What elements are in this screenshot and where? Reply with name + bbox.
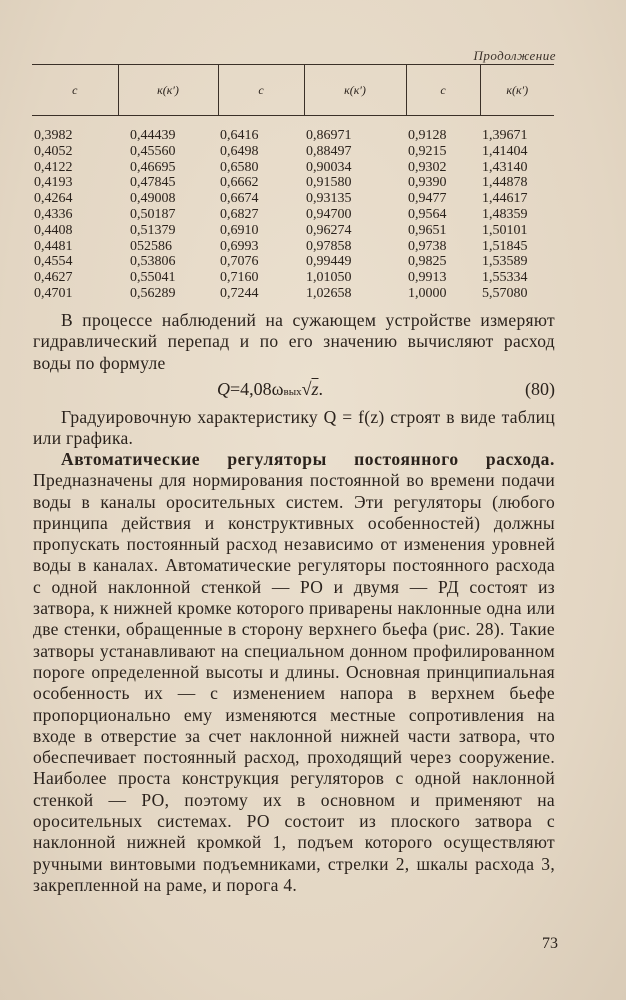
formula-eq: =4,08ω [230,379,284,399]
formula-subscript: вых [283,386,302,398]
table-cell: 0,4627 [34,270,73,286]
table-cell: 0,9128 [408,128,447,143]
page-number: 73 [542,935,558,952]
table-cell: 0,49008 [130,191,176,207]
table-cell: 0,94700 [306,206,352,222]
table-cell: 0,4264 [34,191,73,207]
paragraph: В процессе наблюдений на сужающем устройстве измеряют гидравлический перепад и по его значению вычисляют расход воды по формуле [33,310,555,373]
table-cell: 0,4554 [34,254,73,270]
formula-variable: z [311,379,319,399]
table-cell: 0,9302 [408,159,447,175]
column-header: c [406,65,480,116]
table-cell: 0,6993 [220,238,259,254]
table-row [32,239,554,255]
table-cell: 0,9477 [408,191,447,207]
table-cell: 0,4122 [34,159,73,175]
table-cell: 1,53589 [482,254,528,270]
table-row [32,144,554,160]
table-cell: 0,4408 [34,222,73,238]
column-header: к(к′) [480,65,554,116]
formula-lhs: Q [217,379,230,399]
table-cell: 0,7160 [220,270,259,286]
table-cell: 1,39671 [482,128,528,143]
values-table [32,64,554,302]
table-cell: 0,88497 [306,143,352,159]
equation-number: (80) [525,379,555,399]
column-header: к(к′) [304,65,406,116]
table-cell: 0,9913 [408,270,447,286]
table-cell: 1,0000 [408,285,447,301]
table-row [32,254,554,270]
table-cell: 0,93135 [306,191,352,207]
table-cell: 0,3982 [34,128,73,143]
table-cell: 0,7076 [220,254,259,270]
table-cell: 0,56289 [130,285,176,301]
table-cell: 1,50101 [482,222,528,238]
table-cell: 0,6662 [220,175,259,191]
table-cell: 0,96274 [306,222,352,238]
table-cell: 1,01050 [306,270,352,286]
table-row [32,286,554,302]
formula-80 [33,379,555,405]
table-cell: 0,50187 [130,206,176,222]
formula-expression [217,379,323,400]
table-cell: 1,48359 [482,206,528,222]
table-cell: 0,4701 [34,285,73,301]
table-cell: 0,6827 [220,206,259,222]
table-cell: 0,47845 [130,175,176,191]
table-cell: 0,6580 [220,159,259,175]
table-row [32,270,554,286]
table-cell: 0,4336 [34,206,73,222]
table-cell: 0,9651 [408,222,447,238]
table-cell: 1,51845 [482,238,528,254]
section-paragraph [33,449,555,896]
section-heading: Автоматические регуляторы постоянного расхода. [61,449,555,469]
table-cell: 1,44878 [482,175,528,191]
table-cell: 0,86971 [306,128,352,143]
formula-dot: . [318,379,323,399]
table-cell: 0,9390 [408,175,447,191]
table-cell: 0,91580 [306,175,352,191]
table-cell: 0,44439 [130,128,176,143]
column-header: к(к′) [118,65,218,116]
table-cell: 0,9215 [408,143,447,159]
table-cell: 0,9825 [408,254,447,270]
table-row [32,116,554,144]
table-cell: 0,53806 [130,254,176,270]
table-cell: 0,7244 [220,285,259,301]
table-cell: 0,90034 [306,159,352,175]
table-cell: 1,55334 [482,270,528,286]
table-cell: 0,51379 [130,222,176,238]
table-cell: 0,6674 [220,191,259,207]
table-cell: 0,6910 [220,222,259,238]
paragraph: Градуировочную характеристику Q = f(z) строят в виде таблиц или графика. [33,407,555,449]
table-cell: 0,97858 [306,238,352,254]
table-header-row [32,65,554,116]
table-row [32,160,554,176]
table-cell: 0,55041 [130,270,176,286]
table-cell: 0,4052 [34,143,73,159]
table-cell: 052586 [130,238,172,254]
table-cell: 1,41404 [482,143,528,159]
column-header: c [32,65,118,116]
table-row [32,207,554,223]
table-cell: 5,57080 [482,285,528,301]
table-row [32,223,554,239]
table-cell: 0,4481 [34,238,73,254]
table-cell: 0,45560 [130,143,176,159]
table-body [32,116,554,302]
table-cell: 0,99449 [306,254,352,270]
sqrt-symbol: √ [301,379,312,399]
running-head: Продолжение [473,48,556,63]
table-cell: 1,02658 [306,285,352,301]
table-row [32,175,554,191]
table-cell: 1,43140 [482,159,528,175]
table-cell: 0,6416 [220,128,259,143]
table-cell: 0,9738 [408,238,447,254]
section-body: Предназначены для нормирования постоянной во времени подачи воды в каналы оросительных систем. Эти регуляторы (любого принципа действия и конструктивных особенностей) должны пропускать постоянный расход независимо от изменения уровней воды в каналах. Автоматические регуляторы постоянного расхода с одной наклонной стенкой — РО и двумя — РД состоят из затвора, к нижней кромке которого приварены наклонные одна или две стенки, обращенные в сторону верхнего бьефа (рис. 28). Такие затворы устанавливают на специальном донном профилированном пороге определенной высоты и длины. Основная принципиальная особенность их — с изменением напора в верхнем бьефе пропорционально ему изменяются местные сопротивления на входе в отверстие за счет наклонной нижней части затвора, что обеспечивает постоянный расход, проходящий через сооружение. Наиболее проста конструкция регуляторов с одной наклонной стенкой — РО, поэтому их в основном и применяют на оросительных системах. РО состоит из плоского затвора с наклонной нижней кромкой 1, подъем которого осуществляют ручными винтовыми подъемниками, стрелки 2, шкалы расхода 3, закрепленной на раме, и порога 4. [33,470,555,895]
column-header: c [218,65,304,116]
table-row [32,191,554,207]
table-cell: 0,6498 [220,143,259,159]
table-cell: 0,4193 [34,175,73,191]
table-cell: 0,46695 [130,159,176,175]
table-cell: 0,9564 [408,206,447,222]
table-cell: 1,44617 [482,191,528,207]
